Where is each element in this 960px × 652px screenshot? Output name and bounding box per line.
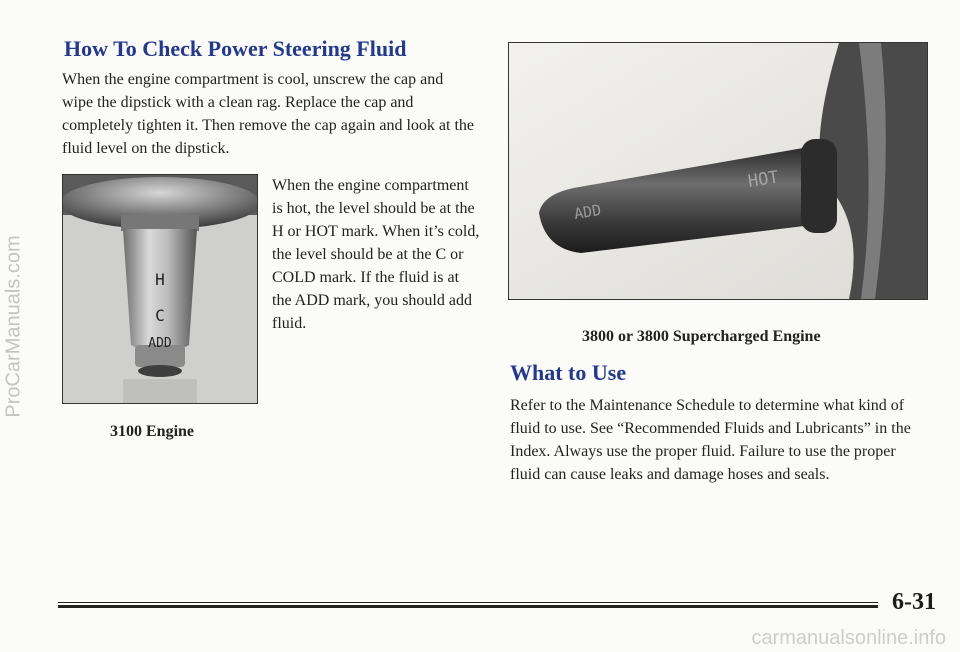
- caption-3100-engine: 3100 Engine: [110, 423, 195, 440]
- hot-cold-paragraph: When the engine compartment is hot, the level should be at the H or HOT mark. When it’s cold, the level should be at the C or COLD mark. If the fluid is at the ADD mark, you should add fluid.: [272, 177, 480, 332]
- what-to-use-paragraph: Refer to the Maintenance Schedule to determine what kind of fluid to use. See “Recommended Fluids and Lubricants” in the Index. Always use the proper fluid. Failure to use the proper fluid can cause leaks and damage hoses and seals.: [510, 397, 911, 483]
- section-heading-what-to-use: What to Use: [510, 360, 627, 385]
- footer-rule-thick: [58, 605, 878, 608]
- dipstick-3100-photo: [62, 174, 258, 404]
- mark-hot-3800-label: HOT: [746, 167, 781, 192]
- section-heading-check-fluid: How To Check Power Steering Fluid: [64, 36, 407, 61]
- mark-add-label: ADD: [148, 336, 172, 351]
- mark-h-label: H: [155, 270, 165, 289]
- footer-rule-thin: [58, 602, 878, 603]
- mark-c-label: C: [155, 306, 165, 325]
- page-number: 6-31: [892, 589, 936, 615]
- side-watermark-text: ProCarManuals.com: [2, 234, 25, 418]
- caption-3800-engine: 3800 or 3800 Supercharged Engine: [582, 328, 821, 345]
- intro-paragraph: When the engine compartment is cool, unscrew the cap and wipe the dipstick with a clean rag. Replace the cap and completely tighten it. Then remove the cap again and look at the fluid level on the dipstick.: [62, 71, 475, 157]
- dipstick-3800-photo: [508, 42, 928, 300]
- mark-add-3800-label: ADD: [572, 200, 603, 223]
- side-watermark: [2, 0, 26, 652]
- bottom-watermark: carmanualsonline.info: [751, 627, 946, 649]
